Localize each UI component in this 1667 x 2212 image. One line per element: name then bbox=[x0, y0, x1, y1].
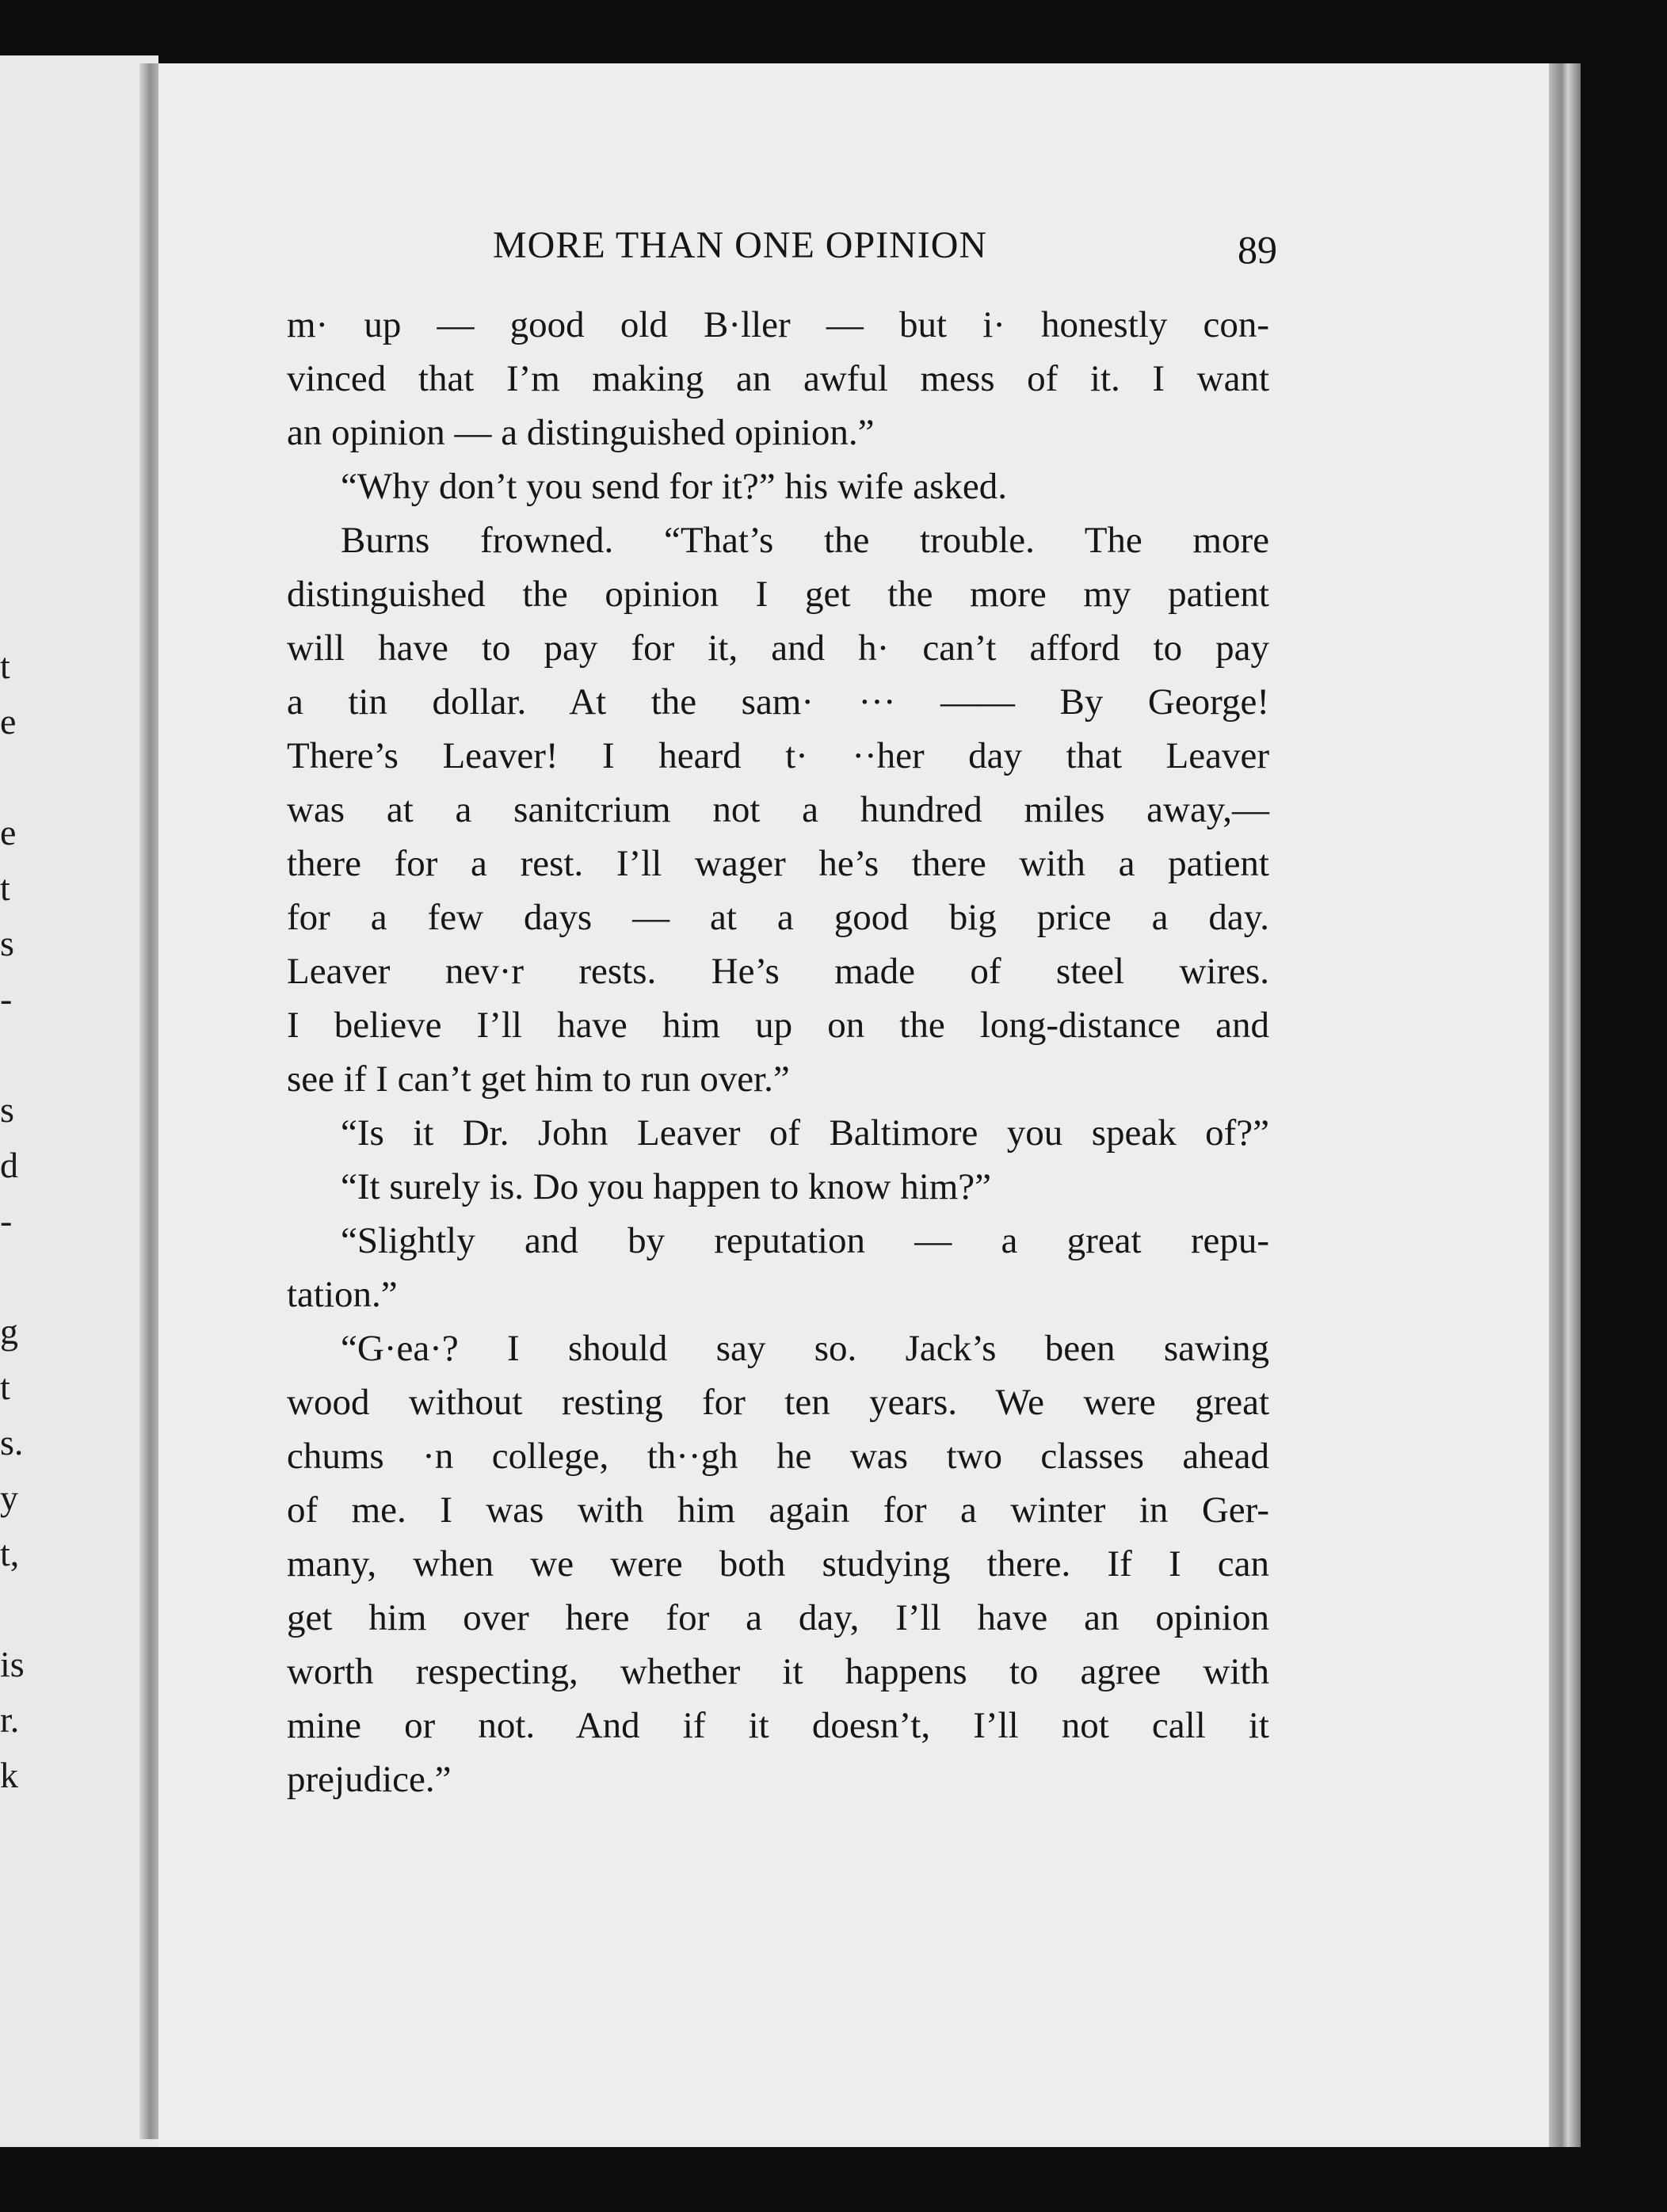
fragment: g bbox=[0, 1311, 18, 1352]
text-line: m· up — good old B·ller — but i· honestly con- bbox=[287, 304, 1269, 345]
text-line: was at a sanitcrium not a hundred miles away,— bbox=[287, 789, 1269, 830]
fragment: r. bbox=[0, 1699, 20, 1740]
running-title: MORE THAN ONE OPINION bbox=[493, 224, 988, 266]
text-line: Burns frowned. “That’s the trouble. The more bbox=[341, 520, 1269, 561]
fragment: s bbox=[0, 923, 14, 963]
text-line: “G·ea·? I should say so. Jack’s been sawing bbox=[341, 1328, 1269, 1369]
text-line: “Is it Dr. John Leaver of Baltimore you speak of?” bbox=[341, 1112, 1269, 1154]
fragment: d bbox=[0, 1145, 18, 1185]
page-edge bbox=[1549, 63, 1581, 2147]
text-line: for a few days — at a good big price a day. bbox=[287, 897, 1269, 938]
text-line: “Slightly and by reputation — a great repu- bbox=[341, 1220, 1269, 1261]
fragment: y bbox=[0, 1478, 18, 1518]
body-text bbox=[287, 298, 1269, 1806]
text-line: There’s Leaver! I heard t· ··her day that Leaver bbox=[287, 735, 1269, 776]
text-line: distinguished the opinion I get the more my patient bbox=[287, 574, 1269, 615]
text-line: of me. I was with him again for a winter in Ger- bbox=[287, 1489, 1269, 1531]
text-line: see if I can’t get him to run over.” bbox=[287, 1058, 790, 1100]
text-line: will have to pay for it, and h· can’t afford to pay bbox=[287, 627, 1269, 669]
fragment: t, bbox=[0, 1533, 20, 1573]
text-line: many, when we were both studying there. If I can bbox=[287, 1543, 1269, 1585]
fragment: t bbox=[0, 646, 10, 686]
text-line: chums ·n college, th··gh he was two classes ahead bbox=[287, 1436, 1269, 1477]
text-line: there for a rest. I’ll wager he’s there with a patient bbox=[287, 843, 1269, 884]
text-line: get him over here for a day, I’ll have an opinion bbox=[287, 1597, 1269, 1638]
fragment: s. bbox=[0, 1422, 24, 1463]
text-line: worth respecting, whether it happens to agree with bbox=[287, 1651, 1269, 1692]
text-line: wood without resting for ten years. We were great bbox=[287, 1382, 1269, 1423]
fragment: - bbox=[0, 1200, 13, 1241]
fragment: t bbox=[0, 868, 10, 908]
text-line: a tin dollar. At the sam· ··· —— By George! bbox=[287, 681, 1269, 723]
text-line: “It surely is. Do you happen to know him?” bbox=[341, 1166, 992, 1207]
text-line: Leaver nev·r rests. He’s made of steel wires. bbox=[287, 951, 1269, 992]
fragment: k bbox=[0, 1755, 18, 1795]
text-line: an opinion — a distinguished opinion.” bbox=[287, 412, 875, 453]
text-line: tation.” bbox=[287, 1274, 398, 1315]
fragment: - bbox=[0, 978, 13, 1019]
fragment: e bbox=[0, 701, 17, 742]
previous-page bbox=[0, 55, 158, 2147]
fragment: s bbox=[0, 1089, 14, 1130]
text-line: I believe I’ll have him up on the long-distance and bbox=[287, 1005, 1269, 1046]
fragment: e bbox=[0, 812, 17, 852]
text-line: vinced that I’m making an awful mess of it. I want bbox=[287, 358, 1269, 399]
text-line: prejudice.” bbox=[287, 1759, 452, 1800]
text-line: mine or not. And if it doesn’t, I’ll not call it bbox=[287, 1705, 1269, 1746]
fragment: t bbox=[0, 1367, 10, 1407]
fragment: is bbox=[0, 1644, 25, 1684]
page-number: 89 bbox=[1238, 227, 1277, 272]
text-line: “Why don’t you send for it?” his wife asked. bbox=[341, 466, 1007, 507]
